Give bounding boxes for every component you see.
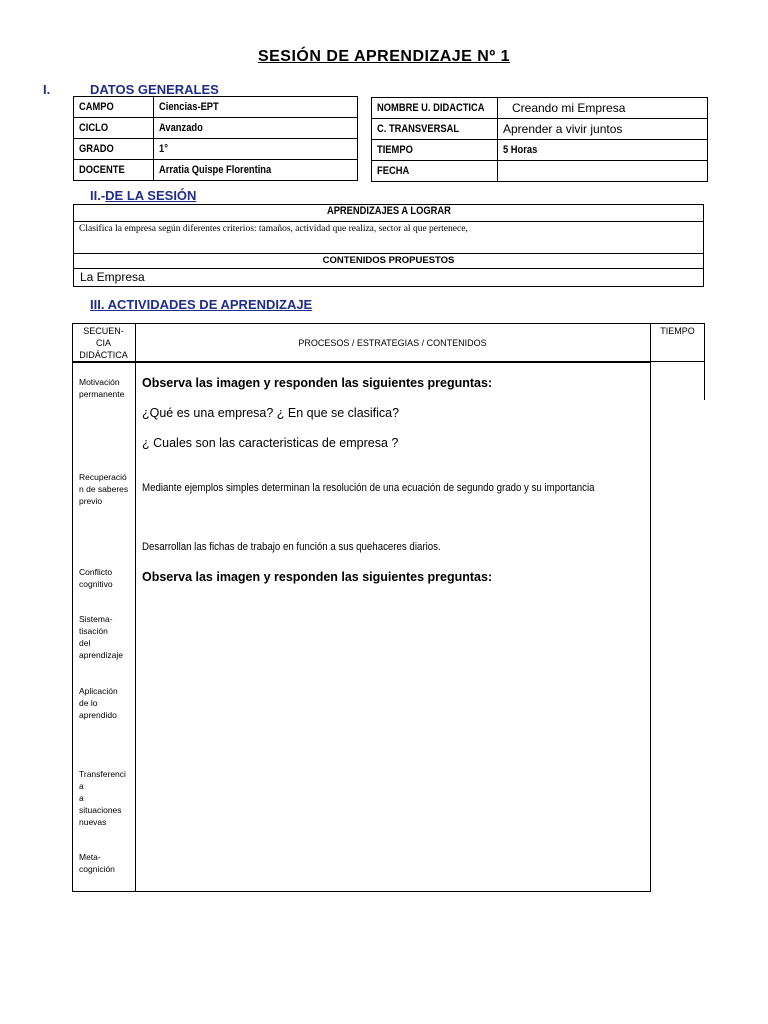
section1-number: I.: [43, 82, 51, 97]
stage-transferencia: Transferenci a a situaciones nuevas: [79, 769, 126, 827]
aprendizajes-text: Clasifica la empresa según diferentes criterios: tamaños, actividad que realiza, sector al que pertenece,: [79, 224, 468, 234]
stage-sistematizacion: Sistema- tisación del aprendizaje: [79, 614, 123, 660]
page-title: SESIÓN DE APRENDIZAJE Nº 1: [257, 48, 511, 65]
value-grado: 1°: [154, 139, 358, 160]
table-row: [74, 97, 358, 118]
table-row: [74, 160, 358, 181]
value-nombre-unidad: Creando mi Empresa: [498, 98, 708, 119]
label-grado: GRADO: [74, 139, 154, 160]
label-transversal: C. TRANSVERSAL: [372, 119, 498, 140]
section1-title: DATOS GENERALES: [90, 82, 219, 97]
contenidos-text: La Empresa: [80, 270, 145, 284]
table-row: [74, 118, 358, 139]
section2-heading: [90, 188, 196, 203]
label-fecha: FECHA: [372, 161, 498, 182]
table-row: [372, 98, 708, 119]
aprendizajes-header: APRENDIZAJES A LOGRAR: [326, 205, 451, 217]
value-fecha: [498, 161, 708, 182]
general-data-right-table: [371, 97, 708, 182]
general-data-left-table: [73, 96, 358, 181]
stage-aplicacion: Aplicación de lo aprendido: [79, 686, 118, 720]
label-ciclo: CICLO: [74, 118, 154, 139]
fichas-text: Desarrollan las fichas de trabajo en función a sus quehaceres diarios.: [142, 541, 441, 553]
stage-motivacion: Motivación permanente: [79, 377, 125, 399]
contenidos-header: CONTENIDOS PROPUESTOS: [322, 255, 455, 266]
label-nombre-unidad: NOMBRE U. DIDACTICA: [372, 98, 498, 119]
col-tiempo-header: TIEMPO: [660, 326, 695, 336]
stage-recuperacion: Recuperació n de saberes previo: [79, 472, 129, 506]
table-row: [372, 140, 708, 161]
section2-title: DE LA SESIÓN: [105, 188, 197, 203]
value-transversal: Aprender a vivir juntos: [498, 119, 708, 140]
section3-title: III. ACTIVIDADES DE APRENDIZAJE: [90, 297, 313, 312]
col-procesos-header: PROCESOS / ESTRATEGIAS / CONTENIDOS: [298, 338, 487, 348]
question-heading-2: Observa las imagen y responden las siguientes preguntas:: [142, 570, 493, 584]
stage-conflicto: Conflicto cognitivo: [79, 567, 113, 589]
stage-metacognicion: Meta- cognición: [79, 852, 115, 874]
question-heading-1: Observa las imagen y responden las siguientes preguntas:: [142, 376, 493, 390]
question-1: ¿Qué es una empresa? ¿ En que se clasifica?: [142, 406, 400, 420]
label-campo: CAMPO: [74, 97, 154, 118]
question-2: ¿ Cuales son las caracteristicas de empresa ?: [142, 436, 399, 450]
value-campo: Ciencias-EPT: [154, 97, 358, 118]
value-ciclo: Avanzado: [154, 118, 358, 139]
label-tiempo: TIEMPO: [372, 140, 498, 161]
label-docente: DOCENTE: [74, 160, 154, 181]
value-docente: Arratia Quispe Florentina: [154, 160, 358, 181]
value-tiempo: 5 Horas: [498, 140, 708, 161]
table-row: [372, 119, 708, 140]
section2-prefix: II.-: [90, 188, 106, 203]
table-row: [372, 161, 708, 182]
col-secuencia-header: SECUEN- CIA DIDÁCTICA: [79, 326, 128, 360]
table-row: [74, 139, 358, 160]
recuperacion-text: Mediante ejemplos simples determinan la resolución de una ecuación de segundo grado y su importancia: [142, 482, 595, 494]
